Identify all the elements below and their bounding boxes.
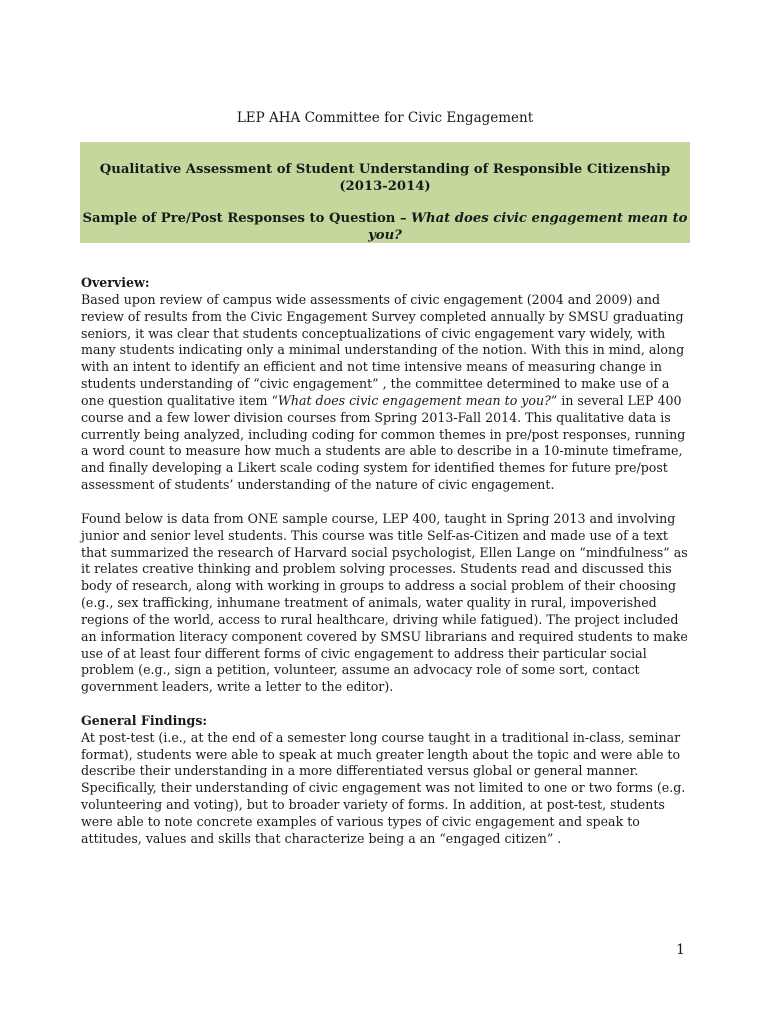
findings-paragraph-1: At post-test (i.e., at the end of a semester long course taught in a traditional in-class, seminar format), students were able to speak at much greater length about the topic and were able to describe their understanding in a more differentiated versus global or general manner. Specifically, their understanding of civic engagement was not limited to one or two forms (e.g. volunteering and voting), but to broader variety of forms. In addition, at post-test, students were able to note concrete examples of various types of civic engagement and speak to attitudes, values and skills that characterize being a an “engaged citizen” . bbox=[81, 729, 686, 846]
document-body bbox=[81, 275, 693, 848]
overview-heading: Overview: bbox=[81, 275, 150, 290]
title-box bbox=[80, 142, 690, 243]
committee-header: LEP AHA Committee for Civic Engagement bbox=[236, 110, 534, 126]
subtitle-prefix: Sample of Pre/Post Responses to Question – bbox=[82, 211, 412, 226]
findings-heading: General Findings: bbox=[81, 712, 208, 728]
document-years: (2013-2014) bbox=[339, 179, 431, 194]
document-subtitle bbox=[80, 210, 690, 244]
page-number: 1 bbox=[676, 942, 685, 958]
overview-paragraph-2: Found below is data from ONE sample course, LEP 400, taught in Spring 2013 and involving junior and senior level students. This course was title Self-as-Citizen and made use of a text that summarized the research of Harvard social psychologist, Ellen Lange on “mindfulness” as it relates creative thinking and problem solving processes. Students read and discussed this body of research, along with working in groups to address a social problem of their choosing (e.g., sex trafficking, inhumane treatment of animals, water quality in rural, impoverished regions of the world, access to rural healthcare, driving while fatigued). The project included an information literacy component covered by SMSU librarians and required students to make use of at least four different forms of civic engagement to address their particular social problem (e.g., sign a petition, volunteer, assume an advocacy role of some sort, contact government leaders, write a letter to the editor). bbox=[81, 510, 688, 695]
overview-p1-text-b: ” in several LEP 400 course and a few lower division courses from Spring 2013-Fall 2014. This qualitative data is currently being analyzed, including coding for common themes in pre/post responses, running a word count to measure how much a students are able to describe in a 10-minute timeframe, and finally developing a Likert scale coding system for identified themes for future pre/post assessment of students’ understanding of the nature of civic engagement. bbox=[81, 392, 686, 493]
overview-p1-question: What does civic engagement mean to you? bbox=[277, 392, 551, 408]
document-title: Qualitative Assessment of Student Understanding of Responsible Citizenship bbox=[99, 162, 671, 177]
subtitle-question: What does civic engagement mean to you? bbox=[368, 211, 688, 243]
overview-paragraph-1 bbox=[81, 292, 693, 494]
overview-p1-text-a: Based upon review of campus wide assessments of civic engagement (2004 and 2009) and review of results from the Civic Engagement Survey completed annually by SMSU graduating seniors, it was clear that students conceptualizations of civic engagement vary widely, with many students indicating only a minimal understanding of the notion. With this in mind, along with an intent to identify an efficient and not time intensive means of measuring change in students understanding of “civic engagement” , the committee determined to make use of a one question qualitative item “ bbox=[81, 291, 685, 408]
